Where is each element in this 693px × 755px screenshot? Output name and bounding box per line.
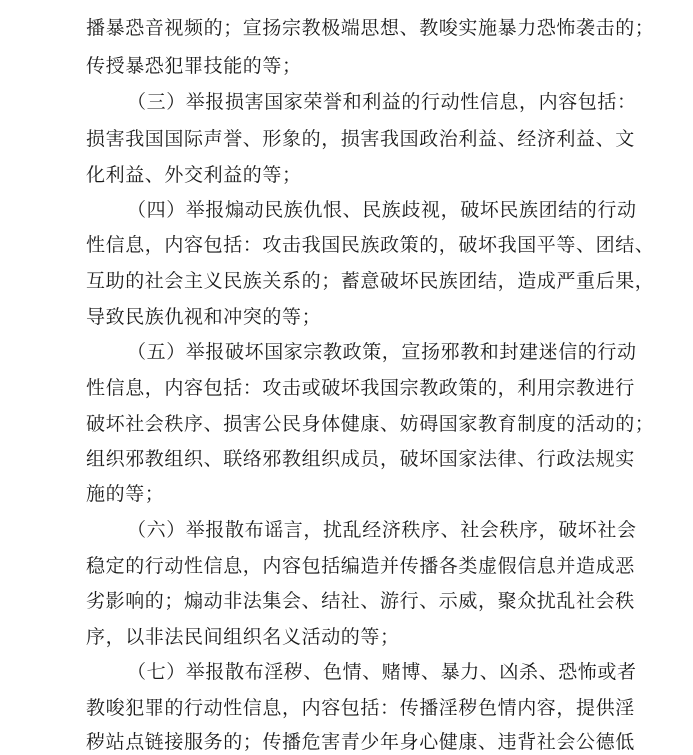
text-line: 性信息，内容包括：攻击我国民族政策的，破坏我国平等、团结、 — [86, 234, 655, 256]
text-line: 序，以非法民间组织名义活动的等； — [86, 626, 400, 648]
section-heading-6: （六）举报散布谣言，扰乱经济秩序、社会秩序，破坏社会 — [127, 519, 637, 541]
text-line: 秽站点链接服务的；传播危害青少年身心健康、违背社会公德低 — [86, 731, 635, 753]
text-line: 劣影响的；煽动非法集会、结社、游行、示威，聚众扰乱社会秩 — [86, 590, 635, 612]
text-line: 组织邪教组织、联络邪教组织成员，破坏国家法律、行政法规实 — [86, 448, 635, 470]
text-line: 性信息，内容包括：攻击或破坏我国宗教政策的，利用宗教进行 — [86, 377, 635, 399]
section-heading-5: （五）举报破坏国家宗教政策，宣扬邪教和封建迷信的行动 — [127, 341, 637, 363]
text-line: 化利益、外交利益的等； — [86, 164, 302, 186]
text-line: 互助的社会主义民族关系的；蓄意破坏民族团结，造成严重后果， — [86, 270, 655, 292]
text-line: 施的等； — [86, 483, 165, 505]
section-heading-7: （七）举报散布淫秽、色情、赌博、暴力、凶杀、恐怖或者 — [127, 661, 637, 683]
text-line: 损害我国国际声誉、形象的，损害我国政治利益、经济利益、文 — [86, 128, 635, 150]
text-line: 播暴恐音视频的；宣扬宗教极端思想、教唆实施暴力恐怖袭击的； — [86, 17, 655, 39]
text-line: 导致民族仇视和冲突的等； — [86, 306, 322, 328]
section-heading-4: （四）举报煽动民族仇恨、民族歧视，破坏民族团结的行动 — [127, 199, 637, 221]
text-line: 教唆犯罪的行动性信息，内容包括：传播淫秽色情内容，提供淫 — [86, 697, 635, 719]
text-line: 稳定的行动性信息，内容包括编造并传播各类虚假信息并造成恶 — [86, 555, 635, 577]
text-line: 破坏社会秩序、损害公民身体健康、妨碍国家教育制度的活动的； — [86, 413, 655, 435]
section-heading-3: （三）举报损害国家荣誉和利益的行动性信息，内容包括： — [127, 91, 637, 113]
text-line: 传授暴恐犯罪技能的等； — [86, 55, 302, 77]
